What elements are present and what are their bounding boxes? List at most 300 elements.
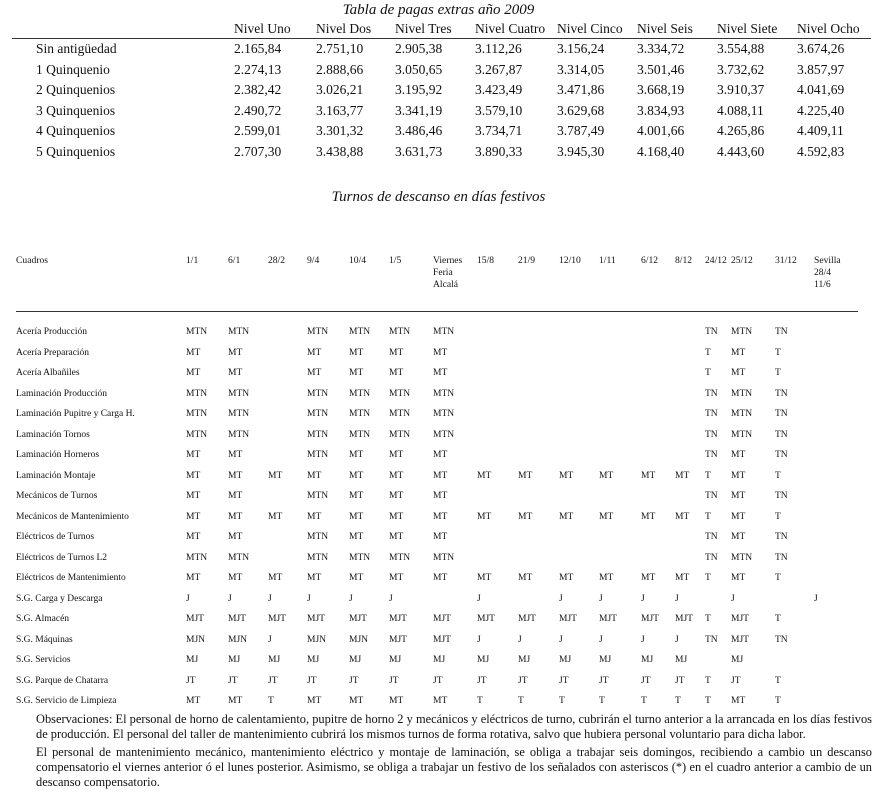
turn-table-row <box>16 445 858 466</box>
turn-cell: JT <box>228 675 238 686</box>
turn-cell: JT <box>675 675 685 686</box>
turn-cell <box>477 445 518 466</box>
turn-cell <box>599 445 641 466</box>
turn-cell: MJT <box>731 614 749 625</box>
turn-cell <box>641 343 675 364</box>
turn-column-header: 10/4 <box>349 255 367 266</box>
pay-column-header <box>12 20 234 39</box>
turn-table-row <box>16 312 858 343</box>
turn-table-row <box>16 466 858 487</box>
turn-cell: MT <box>186 450 201 461</box>
turn-cell <box>518 343 559 364</box>
pay-column-header: Nivel Tres <box>395 21 452 36</box>
turn-cell <box>814 609 858 630</box>
turn-cell: MTN <box>389 388 411 399</box>
observation-paragraph-1: Observaciones: El personal de horno de calentamiento, pupitre de horno 2 y mecánicos y eléctricos de turno, cubrirán el turno anterior a la arrancada en los días festivos de producción. El personal del taller de mantenimiento cubrirá los mismos turnos de forma rotativa, salvo que hubiera personal voluntario para dicha labor. <box>36 712 872 741</box>
turn-table-row <box>16 343 858 364</box>
pay-column-header: Nivel Siete <box>717 21 778 36</box>
turn-cell: MJ <box>268 655 281 666</box>
turn-cell <box>814 404 858 425</box>
turn-cell <box>675 445 705 466</box>
turn-cell <box>814 630 858 651</box>
turn-cell: MJT <box>389 634 407 645</box>
turn-cell: MJ <box>228 655 241 666</box>
pay-table-title: Tabla de pagas extras año 2009 <box>342 2 535 18</box>
turn-cell: MT <box>599 470 614 481</box>
turn-cell: MT <box>307 573 322 584</box>
turn-cell <box>433 589 477 610</box>
turn-cell: MTN <box>389 552 411 563</box>
turn-cell: MTN <box>307 491 329 502</box>
turn-cell: T <box>775 696 781 707</box>
turn-cell: TN <box>705 327 718 338</box>
turn-cell: MTN <box>731 429 753 440</box>
turn-table-header <box>16 255 858 312</box>
turn-cell: MTN <box>186 409 208 420</box>
turn-cell <box>599 486 641 507</box>
turn-cell: MTN <box>731 388 753 399</box>
pay-column-header: Nivel Seis <box>637 21 693 36</box>
turn-cell: TN <box>705 450 718 461</box>
pay-cell: 3.471,86 <box>557 82 605 98</box>
turn-cell: MT <box>268 470 283 481</box>
turn-cell: T <box>705 696 711 707</box>
pay-table <box>12 20 871 162</box>
turn-cell: MT <box>389 491 404 502</box>
turn-cell: MT <box>186 470 201 481</box>
turn-cell: MT <box>389 347 404 358</box>
turn-column-header: 9/4 <box>307 255 320 266</box>
turn-cell: MT <box>559 573 574 584</box>
turn-table-title: Turnos de descanso en días festivos <box>331 189 546 205</box>
turn-cell: T <box>705 511 711 522</box>
turn-cell: MT <box>389 511 404 522</box>
turn-cell <box>675 548 705 569</box>
turn-cell: MTN <box>307 429 329 440</box>
pay-cell: 2.274,13 <box>234 61 282 77</box>
turn-cell <box>559 445 599 466</box>
turn-cell: J <box>814 593 818 604</box>
turn-column-header: 21/9 <box>518 255 536 266</box>
turn-cell: MT <box>599 511 614 522</box>
turn-cell <box>559 404 599 425</box>
turn-column-header: 12/10 <box>559 255 581 266</box>
turn-cell: MTN <box>228 409 250 420</box>
turn-cell: MJ <box>518 655 531 666</box>
turn-cell <box>477 363 518 384</box>
pay-table-row <box>12 80 871 101</box>
turn-cell: MT <box>307 368 322 379</box>
turn-cell <box>814 343 858 364</box>
turn-cell: MJ <box>389 655 402 666</box>
turn-cell <box>518 589 559 610</box>
turn-column-header: 8/12 <box>675 255 693 266</box>
turn-cell: MJ <box>477 655 490 666</box>
turn-cell <box>599 527 641 548</box>
turn-row-label: S.G. Carga y Descarga <box>16 593 103 604</box>
turn-cell <box>268 425 307 446</box>
turn-cell <box>268 404 307 425</box>
turn-column-header: Cuadros <box>16 255 48 266</box>
turn-cell <box>675 527 705 548</box>
turn-cell: MJT <box>599 614 617 625</box>
turn-cell: MT <box>477 573 492 584</box>
turn-table-row <box>16 507 858 528</box>
turn-cell: J <box>477 593 481 604</box>
turn-cell <box>675 425 705 446</box>
turn-cell <box>814 363 858 384</box>
turn-cell: MT <box>731 470 746 481</box>
turn-cell: MT <box>731 532 746 543</box>
turn-cell <box>814 425 858 446</box>
turn-cell: MJT <box>518 614 536 625</box>
turn-cell: MTN <box>731 327 753 338</box>
turn-cell: MTN <box>433 388 455 399</box>
turn-cell <box>559 312 599 343</box>
turn-cell: MJN <box>349 634 369 645</box>
turn-cell: T <box>775 470 781 481</box>
pay-cell: 2.905,38 <box>395 41 443 57</box>
turn-cell: J <box>559 593 563 604</box>
turn-cell: T <box>705 675 711 686</box>
turn-cell: MTN <box>228 327 250 338</box>
turn-cell: MTN <box>389 409 411 420</box>
observations <box>36 712 872 790</box>
turn-cell <box>559 384 599 405</box>
turn-cell <box>675 486 705 507</box>
turn-cell: MT <box>518 511 533 522</box>
turn-row-label: Acería Producción <box>16 327 87 338</box>
pay-cell: 3.631,73 <box>395 143 443 159</box>
turn-cell: TN <box>775 388 788 399</box>
turn-cell: T <box>268 696 274 707</box>
turn-cell: TN <box>705 388 718 399</box>
turn-table-row <box>16 363 858 384</box>
turn-cell <box>599 312 641 343</box>
turn-column-header: 24/12 <box>705 255 727 266</box>
turn-table-row <box>16 589 858 610</box>
turn-column-header: 6/12 <box>641 255 659 266</box>
pay-cell: 4.168,40 <box>637 143 685 159</box>
pay-cell: 3.857,97 <box>797 61 845 77</box>
pay-table-row <box>12 142 871 163</box>
turn-cell: MT <box>675 511 690 522</box>
turn-cell <box>705 589 731 610</box>
turn-cell: MJN <box>228 634 248 645</box>
turn-cell: MT <box>433 450 448 461</box>
pay-cell: 2.707,30 <box>234 143 282 159</box>
turn-cell: MTN <box>731 409 753 420</box>
turn-cell: MT <box>389 696 404 707</box>
turn-cell: MT <box>307 347 322 358</box>
turn-cell: TN <box>775 532 788 543</box>
turn-cell: MT <box>228 470 243 481</box>
pay-cell: 3.438,88 <box>316 143 364 159</box>
turn-cell: TN <box>705 429 718 440</box>
turn-table-row <box>16 548 858 569</box>
turn-cell <box>814 312 858 343</box>
turn-row-label: Mecánicos de Mantenimiento <box>16 511 129 522</box>
pay-cell: 4.443,60 <box>717 143 765 159</box>
pay-cell: 3.423,49 <box>475 82 523 98</box>
turn-cell: MT <box>731 450 746 461</box>
turn-cell: MT <box>731 491 746 502</box>
turn-cell: T <box>705 573 711 584</box>
turn-cell: JT <box>349 675 359 686</box>
turn-cell: MT <box>186 491 201 502</box>
turn-cell: J <box>186 593 190 604</box>
turn-cell: MJ <box>186 655 199 666</box>
turn-cell: JT <box>268 675 278 686</box>
turn-cell <box>641 425 675 446</box>
turn-cell: MTN <box>186 429 208 440</box>
turn-cell: MT <box>433 470 448 481</box>
turn-cell <box>268 548 307 569</box>
turn-cell: MTN <box>349 429 371 440</box>
turn-cell: MT <box>307 511 322 522</box>
turn-cell: MT <box>389 573 404 584</box>
turn-row-label: S.G. Máquinas <box>16 634 73 645</box>
turn-cell: MTN <box>433 552 455 563</box>
pay-column-header: Nivel Ocho <box>797 21 860 36</box>
pay-cell: 4.592,83 <box>797 143 845 159</box>
turn-cell: TN <box>705 552 718 563</box>
turn-column-header: Viernes Feria Alcalá <box>433 255 463 290</box>
pay-cell: 3.890,33 <box>475 143 523 159</box>
turn-cell <box>477 312 518 343</box>
turn-cell: MTN <box>307 327 329 338</box>
turn-cell: J <box>641 634 645 645</box>
turn-table-row <box>16 650 858 671</box>
turn-cell: T <box>775 573 781 584</box>
pay-cell: 3.668,19 <box>637 82 685 98</box>
turn-table-row <box>16 691 858 712</box>
turn-cell <box>599 548 641 569</box>
pay-column-header: Nivel Cinco <box>557 21 623 36</box>
turn-cell: MT <box>389 470 404 481</box>
pay-cell: 3.195,92 <box>395 82 443 98</box>
pay-table-header <box>12 20 871 39</box>
turn-cell <box>675 404 705 425</box>
turn-cell <box>814 671 858 692</box>
turn-cell: MT <box>641 511 656 522</box>
turn-column-header: 31/12 <box>775 255 797 266</box>
turn-cell: MJT <box>477 614 495 625</box>
turn-cell: MT <box>268 511 283 522</box>
turn-cell: J <box>675 593 679 604</box>
turn-cell <box>775 589 814 610</box>
turn-cell <box>518 548 559 569</box>
turn-cell <box>814 548 858 569</box>
pay-cell: 3.629,68 <box>557 102 605 118</box>
pay-cell: 2.888,66 <box>316 61 364 77</box>
turn-cell <box>599 363 641 384</box>
turn-cell <box>814 466 858 487</box>
turn-cell: J <box>599 634 603 645</box>
turn-cell: JT <box>599 675 609 686</box>
turn-cell <box>814 507 858 528</box>
turn-cell: T <box>775 511 781 522</box>
turn-cell: MT <box>389 532 404 543</box>
turn-cell: MJT <box>731 634 749 645</box>
turn-cell <box>477 548 518 569</box>
turn-cell <box>641 548 675 569</box>
turn-cell: MT <box>731 573 746 584</box>
turn-row-label: Acería Preparación <box>16 347 90 358</box>
turn-cell <box>599 343 641 364</box>
turn-cell: MTN <box>731 552 753 563</box>
turn-row-label: S.G. Parque de Chatarra <box>16 675 109 686</box>
turn-cell: MTN <box>307 450 329 461</box>
turn-cell: J <box>477 634 481 645</box>
pay-cell: 3.112,26 <box>475 41 522 57</box>
turn-cell: J <box>518 634 522 645</box>
turn-cell: T <box>641 696 647 707</box>
turn-column-header: 1/5 <box>389 255 402 266</box>
turn-column-header: 1/11 <box>599 255 616 266</box>
turn-cell: MJ <box>433 655 446 666</box>
turn-cell: JT <box>433 675 443 686</box>
turn-cell <box>477 343 518 364</box>
turn-cell: MT <box>559 470 574 481</box>
turn-cell: MT <box>186 368 201 379</box>
pay-cell: 3.787,49 <box>557 123 605 139</box>
turn-cell <box>477 486 518 507</box>
turn-cell: MT <box>675 573 690 584</box>
turn-table-row <box>16 630 858 651</box>
turn-cell: MT <box>228 491 243 502</box>
turn-cell: T <box>775 675 781 686</box>
turn-cell: MT <box>433 511 448 522</box>
turn-cell: T <box>705 470 711 481</box>
turn-column-header: 28/2 <box>268 255 286 266</box>
turn-cell <box>477 425 518 446</box>
turn-cell <box>518 445 559 466</box>
turn-cell: J <box>599 593 603 604</box>
turn-cell: J <box>675 634 679 645</box>
turn-table-row <box>16 486 858 507</box>
turn-cell <box>518 425 559 446</box>
turn-cell: TN <box>775 491 788 502</box>
pay-cell: 3.834,93 <box>637 102 685 118</box>
turn-cell <box>559 363 599 384</box>
turn-cell: J <box>228 593 232 604</box>
turn-cell <box>599 425 641 446</box>
turn-column-header: 15/8 <box>477 255 495 266</box>
turn-cell: MT <box>433 368 448 379</box>
turn-cell: MT <box>599 573 614 584</box>
turn-cell: JT <box>731 675 741 686</box>
turn-cell <box>675 363 705 384</box>
turn-cell: T <box>775 347 781 358</box>
pay-table-row <box>12 101 871 122</box>
turn-cell: MTN <box>228 388 250 399</box>
turn-cell: J <box>731 593 735 604</box>
turn-cell: MTN <box>186 552 208 563</box>
turn-cell <box>641 363 675 384</box>
turn-cell <box>641 312 675 343</box>
turn-table-row <box>16 425 858 446</box>
turn-cell: T <box>705 347 711 358</box>
pay-row-label: 3 Quinquenios <box>36 102 116 118</box>
turn-column-header: 1/1 <box>186 255 199 266</box>
turn-cell: JT <box>641 675 651 686</box>
turn-cell <box>268 384 307 405</box>
turn-cell: MTN <box>307 552 329 563</box>
turn-cell: MTN <box>433 409 455 420</box>
turn-row-label: Acería Albañiles <box>16 368 80 379</box>
turn-cell <box>705 650 731 671</box>
turn-cell <box>814 527 858 548</box>
turn-cell: MT <box>349 511 364 522</box>
turn-cell: TN <box>775 552 788 563</box>
turn-cell: MJT <box>389 614 407 625</box>
turn-cell: T <box>705 368 711 379</box>
turn-cell: MT <box>186 696 201 707</box>
turn-cell <box>477 384 518 405</box>
turn-cell: MJT <box>641 614 659 625</box>
pay-table-row <box>12 121 871 142</box>
turn-cell: J <box>559 634 563 645</box>
turn-cell <box>641 486 675 507</box>
turn-cell: MTN <box>186 327 208 338</box>
turn-cell: MJT <box>268 614 286 625</box>
turn-row-label: S.G. Almacén <box>16 614 70 625</box>
turn-cell: J <box>641 593 645 604</box>
turn-cell: MT <box>389 368 404 379</box>
turn-cell <box>599 404 641 425</box>
turn-cell: MT <box>349 532 364 543</box>
turn-cell <box>814 445 858 466</box>
turn-cell: TN <box>775 450 788 461</box>
turn-cell: MJN <box>186 634 206 645</box>
pay-cell: 4.225,40 <box>797 102 845 118</box>
turn-cell: T <box>559 696 565 707</box>
turn-cell: TN <box>705 532 718 543</box>
turn-cell <box>518 312 559 343</box>
turn-cell <box>518 527 559 548</box>
pay-row-label: 5 Quinquenios <box>36 143 116 159</box>
turn-cell: J <box>307 593 311 604</box>
turn-table-row <box>16 568 858 589</box>
turn-cell: MTN <box>389 327 411 338</box>
turn-row-label: S.G. Servicio de Limpieza <box>16 696 117 707</box>
turn-table-row <box>16 404 858 425</box>
turn-cell: T <box>675 696 681 707</box>
turn-cell: J <box>389 593 393 604</box>
pay-cell: 4.409,11 <box>797 123 844 139</box>
pay-cell: 3.734,71 <box>475 123 523 139</box>
turn-row-label: Eléctricos de Turnos L2 <box>16 552 108 563</box>
turn-cell <box>559 527 599 548</box>
turn-row-label: Laminación Producción <box>16 388 108 399</box>
turn-cell: MT <box>228 696 243 707</box>
pay-row-label: 4 Quinquenios <box>36 123 116 139</box>
turn-cell: MJT <box>675 614 693 625</box>
pay-cell: 2.751,10 <box>316 41 364 57</box>
turn-table-row <box>16 671 858 692</box>
turn-cell <box>518 404 559 425</box>
pay-cell: 3.050,65 <box>395 61 443 77</box>
pay-cell: 2.382,42 <box>234 82 282 98</box>
turn-cell: MT <box>228 573 243 584</box>
turn-cell: MJN <box>307 634 327 645</box>
turn-cell: MT <box>349 573 364 584</box>
turn-cell: T <box>705 614 711 625</box>
turn-column-header: Sevilla 28/4 11/6 <box>814 255 841 290</box>
turn-cell: MJ <box>559 655 572 666</box>
turn-cell: MTN <box>307 532 329 543</box>
